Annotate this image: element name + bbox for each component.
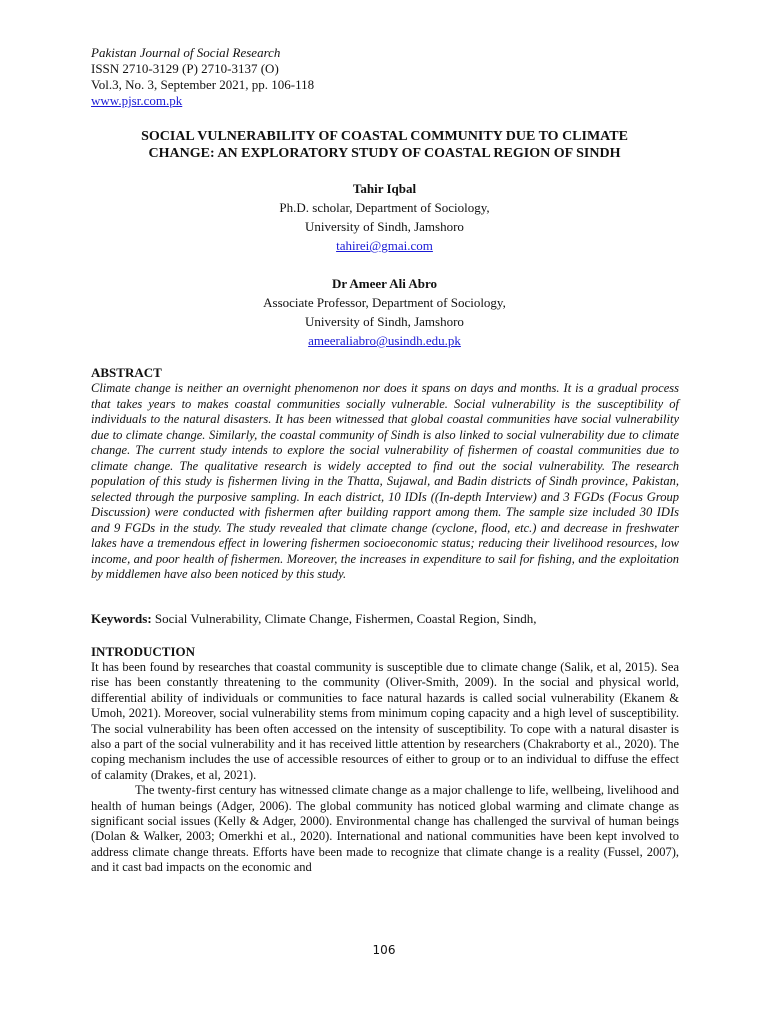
paper-title-line-1: SOCIAL VULNERABILITY OF COASTAL COMMUNITY DUE TO CLIMATE bbox=[141, 129, 628, 144]
journal-website-link[interactable]: www.pjsr.com.pk bbox=[91, 93, 183, 108]
author-email-link[interactable]: ameeraliabro@usindh.edu.pk bbox=[308, 333, 461, 348]
introduction-heading: INTRODUCTION bbox=[91, 644, 196, 659]
journal-issn: ISSN 2710-3129 (P) 2710-3137 (O) bbox=[91, 61, 279, 76]
introduction-body bbox=[91, 660, 679, 876]
keywords bbox=[91, 611, 679, 627]
keywords-text: Social Vulnerability, Climate Change, Fishermen, Coastal Region, Sindh, bbox=[151, 611, 537, 626]
introduction-paragraph: The twenty-first century has witnessed climate change as a major challenge to life, wellbeing, livelihood and health of human beings (Adger, 2006). The global community has noticed global warming and climate change as significant social issues (Kelly & Adger, 2000). Environmental change has challenged the survival of human beings (Dolan & Walker, 2003; Omerkhi et al., 2020). International and national communities have been kept involved to address climate change threats. Efforts have been made to recognize that climate change is a reality (Fussel, 2007), and it cast bad impacts on the economic and bbox=[91, 783, 679, 875]
journal-header bbox=[91, 45, 314, 109]
author-affiliation: University of Sindh, Jamshoro bbox=[305, 219, 464, 234]
author-email-link[interactable]: tahirei@gmai.com bbox=[336, 238, 433, 253]
author-role: Associate Professor, Department of Sociology, bbox=[263, 295, 506, 310]
abstract-text: Climate change is neither an overnight phenomenon nor does it spans on days and months. It is a gradual process that takes years to makes coastal communities socially vulnerable. Social vulnerability is the susceptibility of individuals to the natural disasters. It has been witnessed that global coastal communities have social vulnerability due to climate change. Similarly, the coastal community of Sindh is also linked to social vulnerability due to climate change. The current study intends to explore the social vulnerability of fishermen of coastal communities due to climate change. The qualitative research is widely accepted to find out the social vulnerability. The research population of this study is fishermen living in the Thatta, Sujawal, and Badin districts of Sindh province, Pakistan, selected through the purposive sampling. In each district, 10 IDIs ((In-depth Interview) and 3 FGDs (Focus Group Discussion) were conducted with fishermen after building rapport among them. The sample size included 30 IDIs and 9 FGDs in the study. The study revealed that climate change (cyclone, flood, etc.) and decrease in freshwater lakes have a tremendous effect in lowering fishermen socioeconomic status; reducing their livelihood resources, low income, and poor health of fishermen. Moreover, the increases in expenditure to sail for fishing, and the exploitation by middlemen have also been noticed by this study. bbox=[91, 381, 679, 581]
abstract-heading: ABSTRACT bbox=[91, 365, 162, 380]
journal-name: Pakistan Journal of Social Research bbox=[91, 45, 281, 60]
page-number: 106 bbox=[372, 943, 396, 957]
author-block-1 bbox=[91, 179, 678, 255]
paper-title-line-2: CHANGE: AN EXPLORATORY STUDY OF COASTAL REGION OF SINDH bbox=[148, 146, 621, 161]
keywords-label: Keywords: bbox=[91, 611, 152, 626]
introduction-paragraph: It has been found by researches that coastal community is susceptible due to climate change (Salik, et al, 2015). Sea rise has been constantly threatening to the community (Oliver-Smith, 2009). In the social and physical world, differential ability of individuals or communities to face natural hazards is called social vulnerability (Ekanem & Umoh, 2021). Moreover, social vulnerability stems from minimum coping capacity and a high level of susceptibility. The social vulnerability has been often accessed on the intensity of susceptibility. To cope with a natural disaster is also a part of the social vulnerability and it has received little attention by researchers (Chakraborty et al., 2020). The coping mechanism includes the use of accessible resources of either to group or to an individual to diffuse the effect of calamity (Drakes, et al, 2021). bbox=[91, 660, 679, 782]
journal-volume: Vol.3, No. 3, September 2021, pp. 106-118 bbox=[91, 77, 315, 92]
author-name: Dr Ameer Ali Abro bbox=[331, 276, 438, 291]
author-block-2 bbox=[91, 274, 678, 350]
paper-title bbox=[91, 128, 678, 162]
author-role: Ph.D. scholar, Department of Sociology, bbox=[279, 200, 490, 215]
author-name: Tahir Iqbal bbox=[352, 181, 417, 196]
author-affiliation: University of Sindh, Jamshoro bbox=[305, 314, 464, 329]
